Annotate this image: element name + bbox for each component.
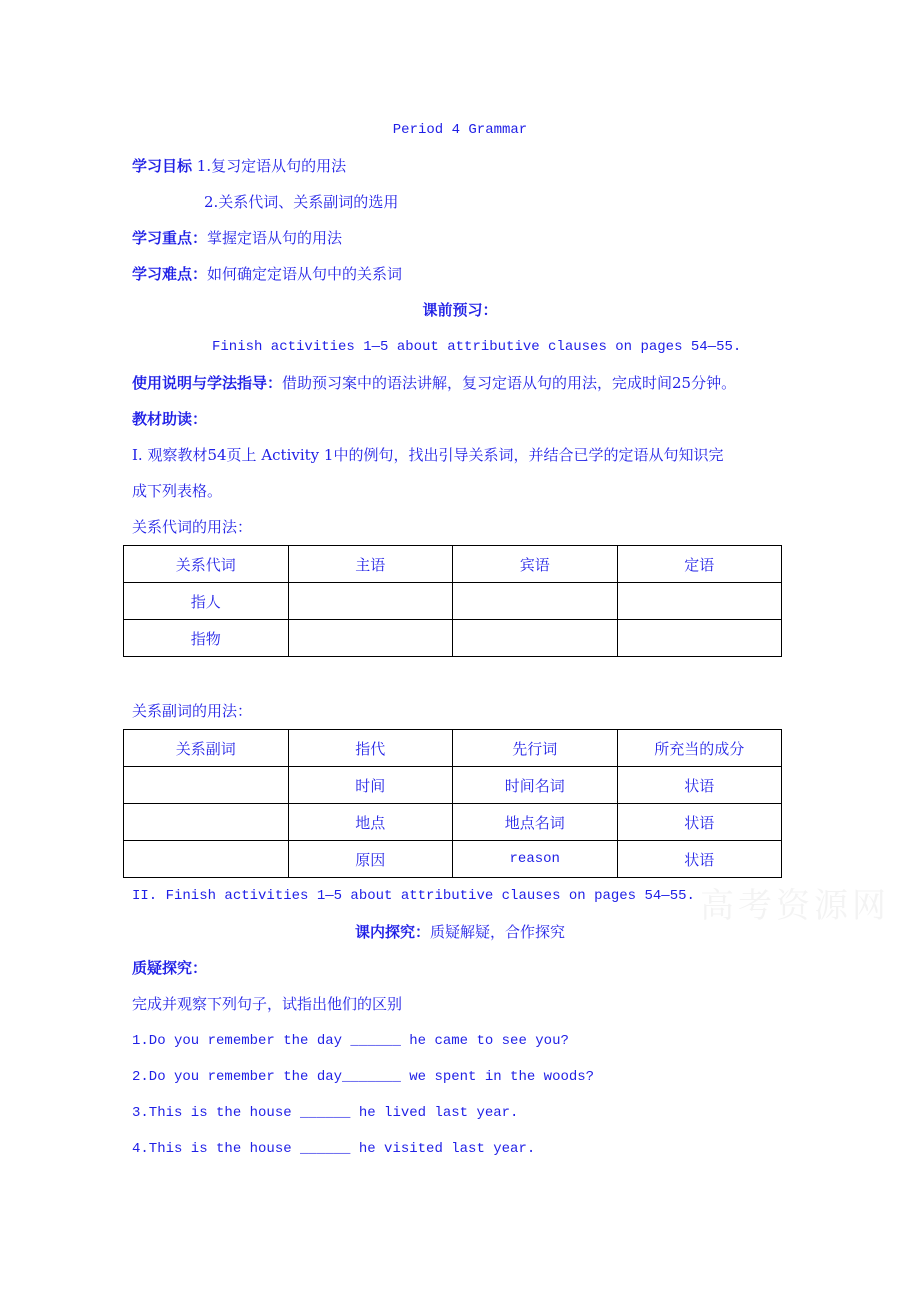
goal-1: 1.复习定语从句的用法 xyxy=(196,157,347,175)
watermark: 高考资源网 xyxy=(700,886,890,926)
difficulty-label: 学习难点： xyxy=(132,265,208,283)
table-cell: 状语 xyxy=(617,767,782,804)
table-row xyxy=(124,767,782,804)
instruction: 完成并观察下列句子，试指出他们的区别 xyxy=(132,995,403,1013)
table2-caption: 关系副词的用法： xyxy=(132,702,253,720)
inclass-label: 课内探究： xyxy=(354,923,430,941)
table-cell xyxy=(617,620,782,657)
focus-line xyxy=(132,229,342,247)
table-row xyxy=(124,804,782,841)
preview-text: Finish activities 1—5 about attributive clauses on pages 54—55. xyxy=(212,339,742,355)
table-cell xyxy=(124,841,289,878)
table-header: 指代 xyxy=(288,730,453,767)
table-cell xyxy=(288,583,453,620)
part2-text: II. Finish activities 1—5 about attributive clauses on pages 54—55. xyxy=(132,888,695,904)
sentence-2: 2.Do you remember the day_______ we spent in the woods? xyxy=(132,1069,595,1085)
table-row xyxy=(124,583,782,620)
table-cell: 地点名词 xyxy=(453,804,618,841)
table-row xyxy=(124,620,782,657)
table-cell: 时间名词 xyxy=(453,767,618,804)
table-cell xyxy=(617,583,782,620)
sentence-3: 3.This is the house ______ he lived last year. xyxy=(132,1105,519,1121)
table-header: 关系副词 xyxy=(124,730,289,767)
table-header: 所充当的成分 xyxy=(617,730,782,767)
table-cell: 指物 xyxy=(124,620,289,657)
focus-text: 掌握定语从句的用法 xyxy=(207,229,343,247)
table-header: 先行词 xyxy=(453,730,618,767)
table-cell: 状语 xyxy=(617,804,782,841)
table-cell: 时间 xyxy=(288,767,453,804)
difficulty-text: 如何确定定语从句中的关系词 xyxy=(207,265,403,283)
question-label: 质疑探究： xyxy=(132,959,208,977)
table1-caption: 关系代词的用法： xyxy=(132,518,253,536)
relative-pronoun-table xyxy=(123,545,782,657)
sentence-1: 1.Do you remember the day ______ he came to see you? xyxy=(132,1033,569,1049)
sentence-4: 4.This is the house ______ he visited last year. xyxy=(132,1141,536,1157)
table-cell xyxy=(453,620,618,657)
reading-label: 教材助读： xyxy=(132,410,208,428)
guide-label: 使用说明与学法指导： xyxy=(132,374,283,392)
difficulty-line xyxy=(132,265,402,283)
guide-line xyxy=(132,374,736,392)
table-cell xyxy=(453,583,618,620)
inclass-line xyxy=(0,923,920,941)
inclass-text: 质疑解疑，合作探究 xyxy=(430,923,566,941)
goals-line xyxy=(132,157,346,175)
goal-2: 2.关系代词、关系副词的选用 xyxy=(204,193,399,211)
table-cell xyxy=(288,620,453,657)
table-cell: 原因 xyxy=(288,841,453,878)
table-cell: 指人 xyxy=(124,583,289,620)
part1-line2: 成下列表格。 xyxy=(132,482,223,500)
table-cell: 地点 xyxy=(288,804,453,841)
table-cell xyxy=(124,804,289,841)
table-cell: reason xyxy=(453,841,618,878)
relative-adverb-table xyxy=(123,729,782,878)
page-title: Period 4 Grammar xyxy=(392,122,528,138)
table-cell: 状语 xyxy=(617,841,782,878)
guide-text: 借助预习案中的语法讲解，复习定语从句的用法，完成时间25分钟。 xyxy=(282,374,737,392)
part1-line1: I. 观察教材54页上 Activity 1中的例句，找出引导关系词，并结合已学的定语从句知识完 xyxy=(132,446,724,464)
table-header: 定语 xyxy=(617,546,782,583)
table-header: 主语 xyxy=(288,546,453,583)
table-cell xyxy=(124,767,289,804)
table-row xyxy=(124,841,782,878)
focus-label: 学习重点： xyxy=(132,229,208,247)
table-header: 关系代词 xyxy=(124,546,289,583)
preview-heading: 课前预习： xyxy=(422,301,498,319)
table-header: 宾语 xyxy=(453,546,618,583)
goals-label: 学习目标 xyxy=(132,157,193,175)
